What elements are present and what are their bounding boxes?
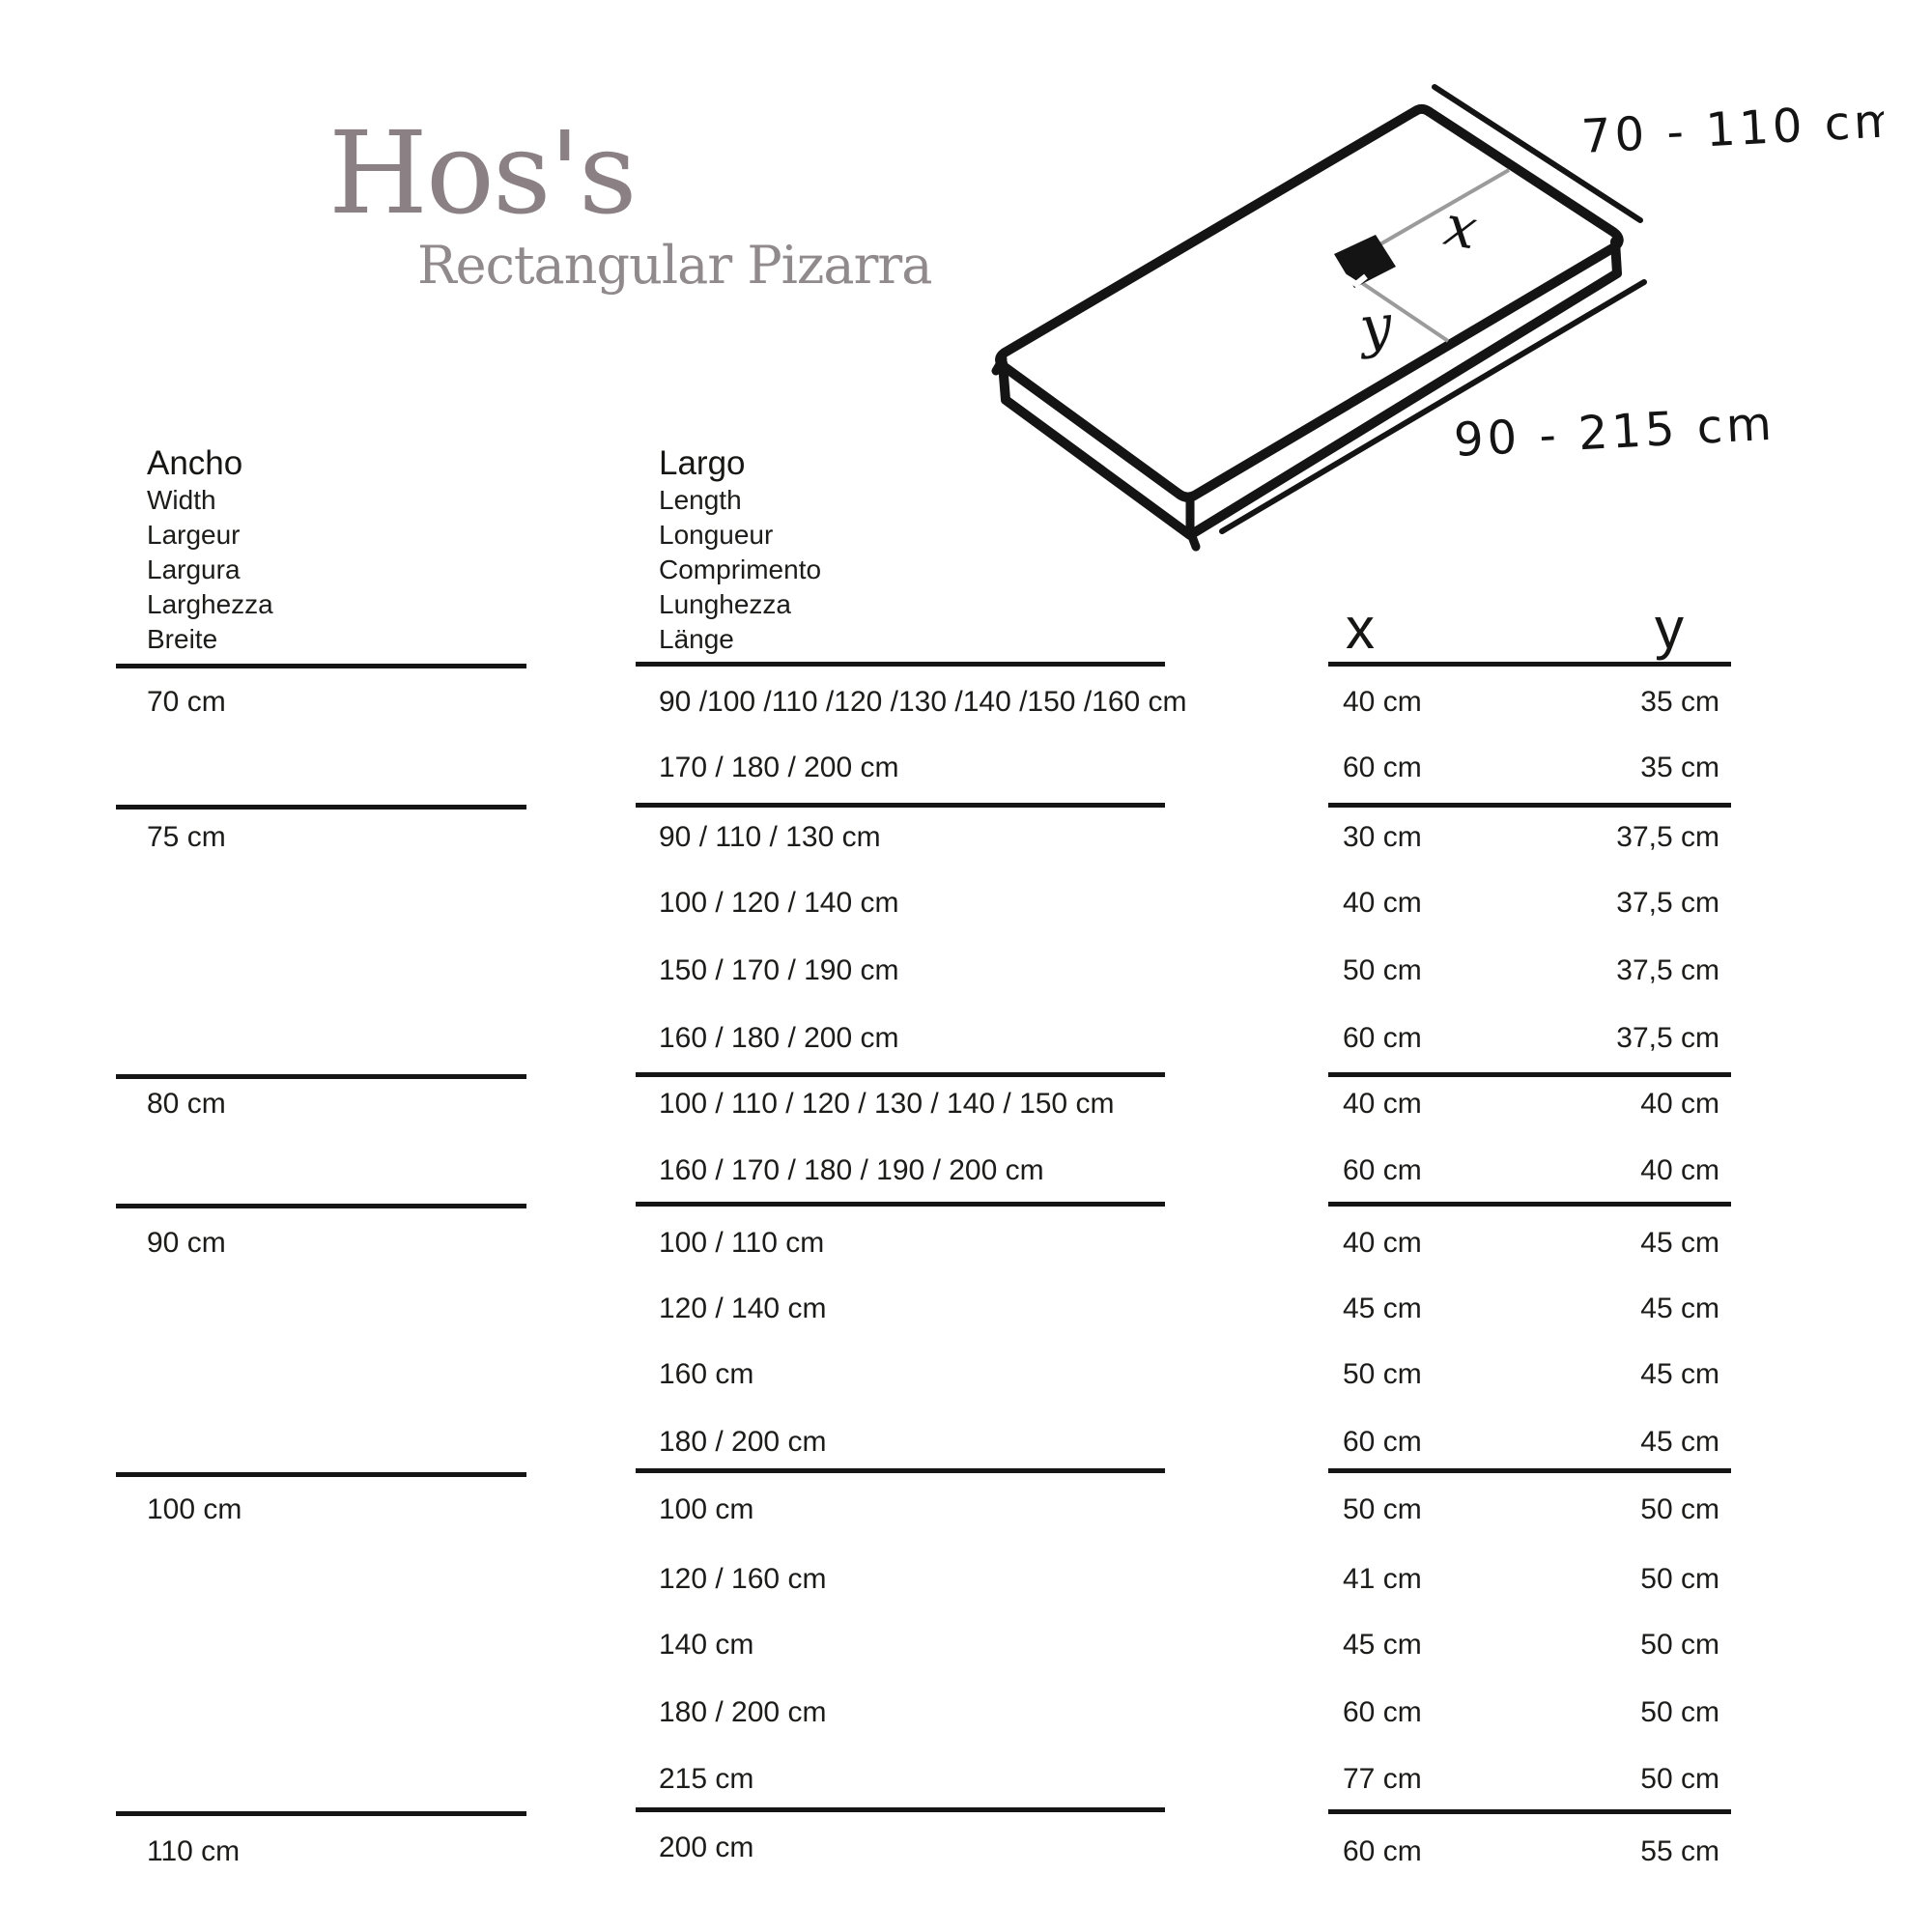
tray-corner-nub-left [996, 359, 1003, 371]
x-column-header: x [1346, 596, 1375, 661]
ancho-rule [116, 805, 526, 810]
largo-translation: Length [659, 485, 742, 515]
sketch-y-label: y [1356, 292, 1396, 361]
x-value: 50 cm [1343, 1493, 1422, 1525]
ancho-value: 80 cm [147, 1088, 226, 1120]
largo-translation: Comprimento [659, 554, 822, 584]
x-value: 77 cm [1343, 1763, 1422, 1795]
largo-rule [636, 1807, 1165, 1812]
x-value: 45 cm [1343, 1629, 1422, 1661]
y-value: 55 cm [1640, 1835, 1719, 1867]
x-value: 60 cm [1343, 752, 1422, 783]
ancho-translation: Width [147, 485, 216, 515]
x-value: 40 cm [1343, 1088, 1422, 1120]
largo-value: 150 / 170 / 190 cm [659, 954, 899, 986]
y-value: 37,5 cm [1616, 1022, 1719, 1054]
largo-value: 90 /100 /110 /120 /130 /140 /150 /160 cm [659, 686, 1187, 718]
y-column-header: y [1655, 596, 1684, 661]
ancho-rule [116, 1204, 526, 1208]
largo-value: 120 / 160 cm [659, 1563, 827, 1595]
largo-value: 140 cm [659, 1629, 754, 1661]
x-value: 60 cm [1343, 1154, 1422, 1186]
width-range-label: 70 - 110 cm [1579, 93, 1884, 164]
ancho-title: Ancho [147, 444, 243, 482]
largo-value: 90 / 110 / 130 cm [659, 821, 881, 853]
y-value: 40 cm [1640, 1154, 1719, 1186]
y-value: 50 cm [1640, 1763, 1719, 1795]
largo-value: 160 / 180 / 200 cm [659, 1022, 899, 1054]
y-value: 40 cm [1640, 1088, 1719, 1120]
y-value: 50 cm [1640, 1493, 1719, 1525]
y-value: 45 cm [1640, 1227, 1719, 1259]
x-value: 60 cm [1343, 1835, 1422, 1867]
y-value: 37,5 cm [1616, 887, 1719, 919]
xy-rule [1328, 662, 1731, 667]
x-value: 50 cm [1343, 1358, 1422, 1390]
ancho-rule [116, 1811, 526, 1816]
y-value: 50 cm [1640, 1563, 1719, 1595]
y-value: 45 cm [1640, 1358, 1719, 1390]
xy-rule [1328, 1809, 1731, 1814]
xy-rule [1328, 1468, 1731, 1473]
largo-value: 180 / 200 cm [659, 1426, 827, 1458]
x-value: 30 cm [1343, 821, 1422, 853]
y-value: 45 cm [1640, 1426, 1719, 1458]
largo-translation: Longueur [659, 520, 774, 550]
largo-value: 120 / 140 cm [659, 1293, 827, 1324]
ancho-rule [116, 1472, 526, 1477]
ancho-value: 70 cm [147, 686, 226, 718]
x-value: 40 cm [1343, 686, 1422, 718]
x-value: 40 cm [1343, 887, 1422, 919]
largo-rule [636, 662, 1165, 667]
x-value: 45 cm [1343, 1293, 1422, 1324]
y-value: 37,5 cm [1616, 821, 1719, 853]
y-value: 35 cm [1640, 752, 1719, 783]
x-value: 60 cm [1343, 1022, 1422, 1054]
y-value: 45 cm [1640, 1293, 1719, 1324]
ancho-rule [116, 664, 526, 668]
x-value: 60 cm [1343, 1696, 1422, 1728]
product-sketch [918, 48, 1884, 628]
largo-translation: Länge [659, 624, 734, 654]
largo-value: 200 cm [659, 1832, 754, 1863]
ancho-value: 110 cm [147, 1835, 241, 1867]
sketch-x-label: x [1439, 191, 1483, 263]
largo-value: 180 / 200 cm [659, 1696, 827, 1728]
ancho-value: 100 cm [147, 1493, 242, 1525]
ancho-translations [147, 483, 273, 657]
x-value: 41 cm [1343, 1563, 1422, 1595]
largo-translation: Lunghezza [659, 589, 792, 619]
largo-rule [636, 1202, 1165, 1207]
largo-rule [636, 1468, 1165, 1473]
length-range-label: 90 - 215 cm [1452, 396, 1777, 468]
x-value: 40 cm [1343, 1227, 1422, 1259]
sketch-canvas [918, 48, 1884, 628]
ancho-value: 75 cm [147, 821, 226, 853]
largo-value: 170 / 180 / 200 cm [659, 752, 899, 783]
largo-value: 160 cm [659, 1358, 754, 1390]
ancho-value: 90 cm [147, 1227, 226, 1259]
y-value: 50 cm [1640, 1696, 1719, 1728]
largo-title: Largo [659, 444, 746, 482]
brand-logo: Hos's [328, 106, 636, 240]
largo-rule [636, 1072, 1165, 1077]
xy-rule [1328, 1072, 1731, 1077]
largo-value: 100 cm [659, 1493, 754, 1525]
y-value: 37,5 cm [1616, 954, 1719, 986]
tray-corner-nub [1190, 531, 1196, 547]
ancho-rule [116, 1074, 526, 1079]
ancho-translation: Larghezza [147, 589, 273, 619]
ancho-translation: Breite [147, 624, 218, 654]
xy-rule [1328, 1202, 1731, 1207]
largo-value: 100 / 110 / 120 / 130 / 140 / 150 cm [659, 1088, 1115, 1120]
ancho-translation: Largeur [147, 520, 241, 550]
largo-value: 100 / 120 / 140 cm [659, 887, 899, 919]
y-value: 50 cm [1640, 1629, 1719, 1661]
largo-rule [636, 803, 1165, 808]
largo-value: 215 cm [659, 1763, 754, 1795]
largo-value: 160 / 170 / 180 / 190 / 200 cm [659, 1154, 1044, 1186]
x-value: 60 cm [1343, 1426, 1422, 1458]
ancho-translation: Largura [147, 554, 241, 584]
y-value: 35 cm [1640, 686, 1719, 718]
largo-translations [659, 483, 821, 657]
x-value: 50 cm [1343, 954, 1422, 986]
product-title: Rectangular Pizarra [417, 235, 932, 296]
xy-rule [1328, 803, 1731, 808]
largo-value: 100 / 110 cm [659, 1227, 825, 1259]
